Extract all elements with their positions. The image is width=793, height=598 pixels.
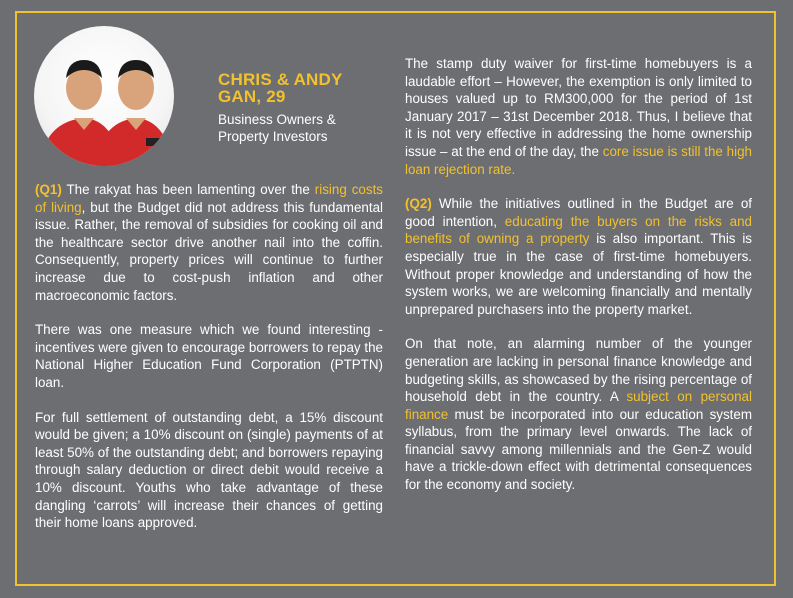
profile-photo: [34, 26, 174, 166]
body-paragraph: [405, 335, 752, 493]
highlight-text: core issue is still the high loan rejection rate.: [405, 143, 752, 177]
highlight-text: educating the buyers on the risks and benefits of owning a property: [405, 213, 753, 247]
question-label-q2: (Q2): [405, 196, 432, 212]
text-run: , but the Budget did not address this fundamental issue. Rather, the removal of subsidies for cooking oil and the healthcare sector drive another nail into the coffin. Consequently, property prices will continue to further increase due to cost-push inflation and other macroeconomic factors.: [35, 199, 383, 303]
text-run: On that note, an alarming number of the younger generation are lacking in personal finance knowledge and budgeting skills, as showcased by the rising percentage of household debt in the country. A: [405, 336, 752, 405]
answer-q1-paragraph: [35, 181, 383, 304]
text-run: The stamp duty waiver for first-time homebuyers is a laudable effort – However, the exemption is only limited to houses valued up to RM300,000 for the period of 1st January 2017 – 31st December 2018. Thus, I believe that it is not very effective in addressing the home ownership issue – at the end of the day, the: [405, 56, 752, 159]
text-run: is also important. This is especially true in the case of first-time homebuyers. Without proper knowledge and understanding of how the system works, we are welcoming financially and mentally unprepared purchasers into the property market.: [405, 231, 752, 317]
body-paragraph: For full settlement of outstanding debt, a 15% discount would be given; a 10% discount on (single) payments of at least 50% of the outstanding debt; and borrowers repaying through salary deduction or direct debit would receive a 10% discount. Youths who take advantage of these dangling ‘carrots’ will increase their chances of getting their home loans approved.: [35, 409, 383, 531]
highlight-text: rising costs of living: [35, 182, 383, 215]
text-run: While the initiatives outlined in the Budget are of good intention,: [405, 196, 752, 229]
question-label-q1: (Q1): [35, 182, 62, 197]
two-men-portrait-image: [34, 26, 174, 166]
person-role: Business Owners & Property Investors: [218, 112, 336, 144]
highlight-text: subject on personal finance: [405, 389, 752, 422]
answer-q2-paragraph: [405, 195, 752, 318]
left-column: [35, 181, 383, 549]
body-paragraph: There was one measure which we found interesting - incentives were given to encourage borrowers to repay the National Higher Education Fund Corporation (PTPTN) loan.: [35, 322, 383, 390]
person-name: CHRIS & ANDY GAN, 29: [218, 70, 343, 106]
text-run: The rakyat has been lamenting over the: [61, 182, 315, 197]
right-column: [405, 55, 752, 511]
text-run: must be incorporated into our education system syllabus, from the primary level onwards. The lack of financial savvy among millennials and the Gen-Z would have a trickle-down effect with detrimental consequences for the economy and society.: [405, 406, 752, 493]
body-paragraph: [405, 55, 752, 178]
